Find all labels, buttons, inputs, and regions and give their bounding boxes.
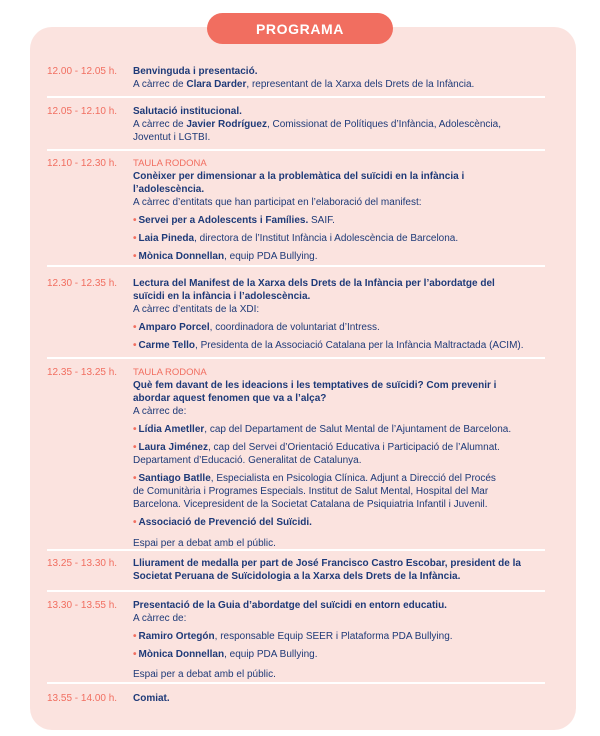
divider: [47, 96, 545, 98]
session-closing: Espai per a debat amb el públic.: [133, 669, 276, 680]
session-title-cont: Societat Peruana de Suïcidologia a la Xarxa dels Drets de la Infància.: [133, 571, 461, 582]
speaker-item: • Ramiro Ortegón, responsable Equip SEER i Plataforma PDA Bullying.: [133, 630, 543, 643]
time-label: 13.55 - 14.00 h.: [47, 693, 118, 704]
speaker-item: • Associació de Prevenció del Suïcidi.: [133, 516, 543, 529]
speaker-item-cont: Barcelona. Vicepresident de la Societat Catalana de Psiquiatria Infantil i Juvenil.: [133, 499, 488, 510]
program-header: PROGRAMA: [207, 13, 393, 44]
time-label: 12.35 - 13.25 h.: [47, 367, 118, 378]
session-title: Conèixer per dimensionar a la problemàtica del suïcidi en la infància i: [133, 171, 465, 182]
time-label: 12.30 - 12.35 h.: [47, 278, 118, 289]
session-intro: A càrrec de:: [133, 613, 187, 624]
speaker-item: • Carme Tello, Presidenta de la Associació Catalana per la Infància Maltractada (ACIM).: [133, 339, 543, 352]
speaker-item-cont: de Comunitària i Programes Especials. Institut de Salut Mental, Hospital del Mar: [133, 486, 489, 497]
session-intro: A càrrec d’entitats de la XDI:: [133, 304, 260, 315]
divider: [47, 590, 545, 592]
session-closing: Espai per a debat amb el públic.: [133, 538, 276, 549]
time-label: 12.10 - 12.30 h.: [47, 158, 118, 169]
session-title: Presentació de la Guia d’abordatge del suïcidi en entorn educatiu.: [133, 600, 447, 611]
session-title: Comiat.: [133, 693, 170, 704]
time-label: 12.05 - 12.10 h.: [47, 106, 118, 117]
divider: [47, 682, 545, 684]
session-title-cont: l’adolescència.: [133, 184, 205, 195]
speaker-line: A càrrec de Clara Darder, representant de la Xarxa dels Drets de la Infància.: [133, 79, 475, 90]
divider: [47, 265, 545, 267]
speaker-item: • Laia Pineda, directora de l’Institut Infància i Adolescència de Barcelona.: [133, 232, 543, 245]
session-title: Benvinguda i presentació.: [133, 66, 258, 77]
speaker-line: A càrrec de Javier Rodríguez, Comissionat de Polítiques d’Infància, Adolescència,: [133, 119, 501, 130]
speaker-item-cont: Departament d’Educació. Generalitat de Catalunya.: [133, 455, 362, 466]
divider: [47, 149, 545, 151]
speaker-item: • Santiago Batlle, Especialista en Psicologia Clínica. Adjunt a Direcció del Procés: [133, 472, 543, 485]
divider: [47, 549, 545, 551]
speaker-item: • Lídia Ametller, cap del Departament de Salut Mental de l’Ajuntament de Barcelona.: [133, 423, 543, 436]
session-title-cont: suïcidi en la infància i l’adolescència.: [133, 291, 311, 302]
time-label: 13.25 - 13.30 h.: [47, 558, 118, 569]
session-title: Lliurament de medalla per part de José Francisco Castro Escobar, president de la: [133, 558, 521, 569]
session-intro: A càrrec d’entitats que han participat en l’elaboració del manifest:: [133, 197, 422, 208]
session-title: Què fem davant de les ideacions i les temptatives de suïcidi? Com prevenir i: [133, 380, 497, 391]
session-tag: TAULA RODONA: [133, 367, 207, 378]
session-title-cont: abordar aquest fenomen que va a l’alça?: [133, 393, 327, 404]
session-intro: A càrrec de:: [133, 406, 187, 417]
session-title: Lectura del Manifest de la Xarxa dels Drets de la Infància per l’abordatge del: [133, 278, 495, 289]
speaker-item: • Mònica Donnellan, equip PDA Bullying.: [133, 648, 543, 661]
divider: [47, 357, 545, 359]
session-title: Salutació institucional.: [133, 106, 242, 117]
time-label: 12.00 - 12.05 h.: [47, 66, 118, 77]
speaker-item: • Amparo Porcel, coordinadora de voluntariat d’Intress.: [133, 321, 543, 334]
time-label: 13.30 - 13.55 h.: [47, 600, 118, 611]
speaker-item: • Servei per a Adolescents i Famílies. SAIF.: [133, 214, 543, 227]
speaker-item: • Mònica Donnellan, equip PDA Bullying.: [133, 250, 543, 263]
session-tag: TAULA RODONA: [133, 158, 207, 169]
speaker-item: • Laura Jiménez, cap del Servei d’Orientació Educativa i Participació de l’Alumnat.: [133, 441, 543, 454]
speaker-line-cont: Joventut i LGTBI.: [133, 132, 211, 143]
